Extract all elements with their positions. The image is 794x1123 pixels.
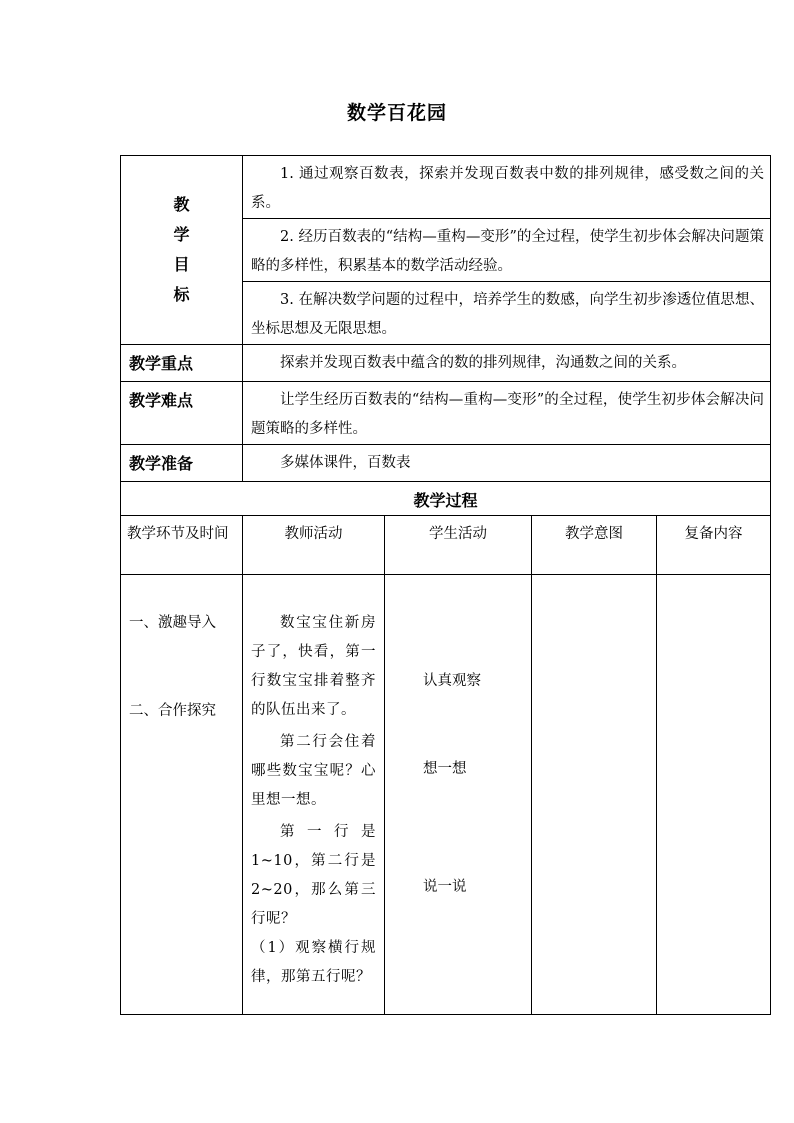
difficulty-row xyxy=(121,382,771,445)
teacher-activity-paragraph: （1）观察横行规律，那第五行呢？ xyxy=(251,940,376,985)
stage-cell xyxy=(121,575,243,1015)
objective-item: 3. 在解决数学问题的过程中，培养学生的数感，向学生初步渗透位值思想、坐标思想及无限思想。 xyxy=(243,282,771,345)
revision-content-cell xyxy=(657,575,771,1015)
objective-item: 1. 通过观察百数表，探索并发现百数表中数的排列规律，感受数之间的关系。 xyxy=(243,156,771,219)
column-header-intent: 教学意图 xyxy=(532,516,657,575)
teacher-activity-cell xyxy=(243,575,385,1015)
column-header-stage: 教学环节及时间 xyxy=(121,516,243,575)
student-activity-item: 说一说 xyxy=(423,879,467,895)
preparation-row xyxy=(121,445,771,482)
preparation-label: 教学准备 xyxy=(121,445,243,482)
column-header-revision: 复备内容 xyxy=(657,516,771,575)
process-row xyxy=(121,575,771,1015)
objective-item: 2. 经历百数表的“结构—重构—变形”的全过程，使学生初步体会解决问题策略的多样性，积累基本的数学活动经验。 xyxy=(243,219,771,282)
teaching-intent-cell xyxy=(532,575,657,1015)
lesson-plan-table xyxy=(120,155,771,1015)
teacher-activity-paragraph: 第二行会住着哪些数宝宝呢？心里想一想。 xyxy=(251,734,376,808)
student-activity-cell xyxy=(385,575,532,1015)
stage-item: 一、激趣导入 xyxy=(129,615,216,631)
column-header-student: 学生活动 xyxy=(385,516,532,575)
objectives-header-char: 教 xyxy=(173,195,190,214)
student-activity-item: 认真观察 xyxy=(423,673,481,689)
objectives-header-char: 标 xyxy=(173,285,190,304)
objectives-header-char: 学 xyxy=(173,225,190,244)
teacher-activity-paragraph: 数宝宝住新房子了，快看，第一行数宝宝排着整齐的队伍出来了。 xyxy=(251,615,376,718)
process-column-headers xyxy=(121,516,771,575)
teacher-activity-paragraph: 第一行是1~10，第二行是2~20，那么第三行呢？ xyxy=(251,824,376,927)
process-heading-row xyxy=(121,482,771,516)
key-point-label: 教学重点 xyxy=(121,345,243,382)
preparation-text: 多媒体课件，百数表 xyxy=(243,445,771,482)
column-header-teacher: 教师活动 xyxy=(243,516,385,575)
page-title: 数学百花园 xyxy=(346,102,447,124)
key-point-row xyxy=(121,345,771,382)
objectives-header xyxy=(121,156,243,345)
student-activity-item: 想一想 xyxy=(423,761,467,777)
process-heading: 教学过程 xyxy=(121,482,771,516)
key-point-text: 探索并发现百数表中蕴含的数的排列规律，沟通数之间的关系。 xyxy=(243,345,771,382)
difficulty-label: 教学难点 xyxy=(121,382,243,445)
objective-row-1 xyxy=(121,156,771,219)
objectives-header-char: 目 xyxy=(173,255,190,274)
difficulty-text: 让学生经历百数表的“结构—重构—变形”的全过程，使学生初步体会解决问题策略的多样性。 xyxy=(243,382,771,445)
stage-item: 二、合作探究 xyxy=(129,703,216,719)
